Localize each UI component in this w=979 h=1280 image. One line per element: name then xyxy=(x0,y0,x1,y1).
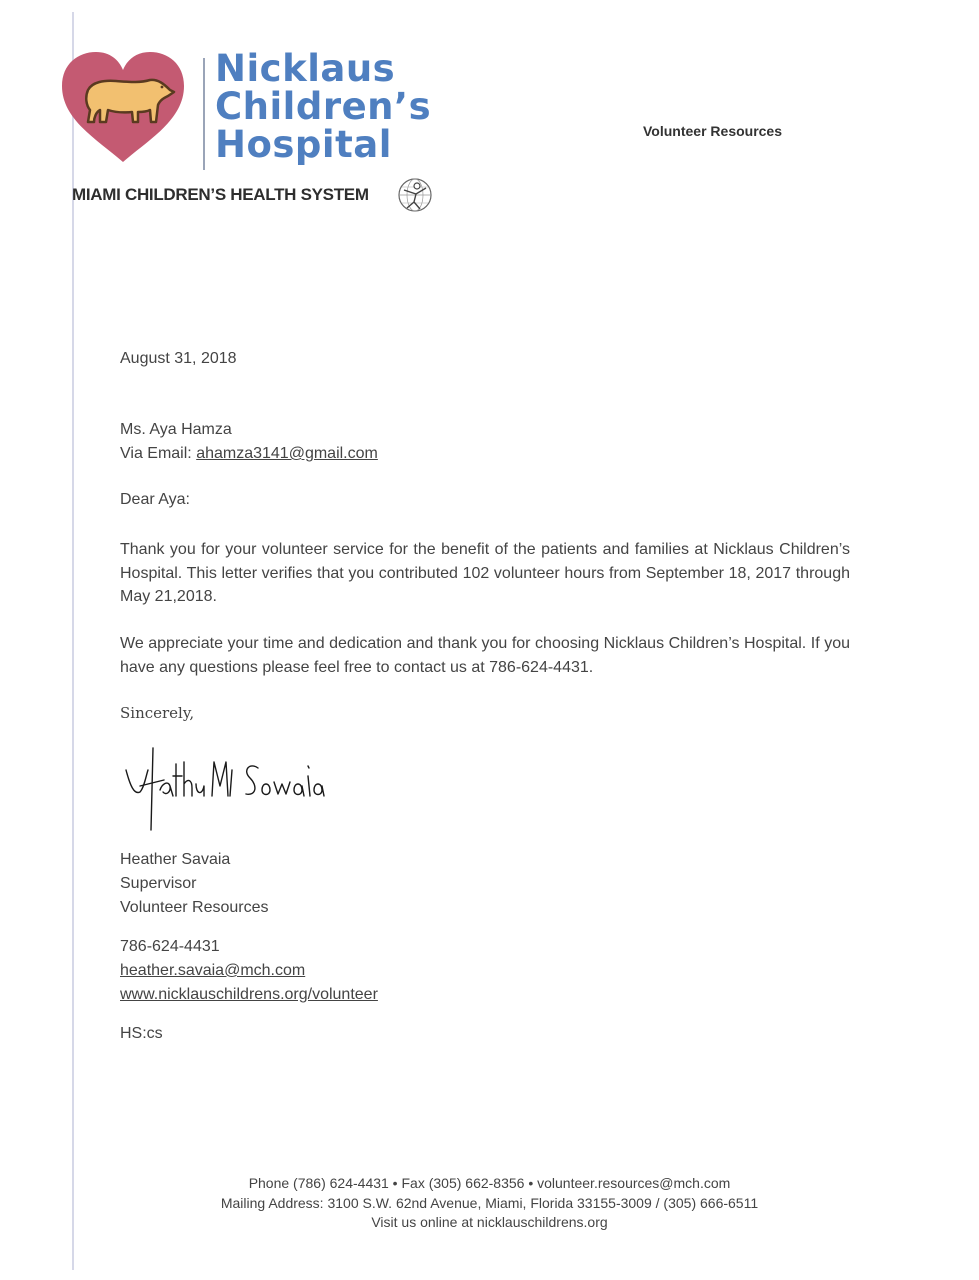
bear-eye xyxy=(161,86,164,89)
logo-divider xyxy=(203,58,205,170)
org-name xyxy=(215,47,432,166)
paragraph-2: We appreciate your time and dedication and thank you for choosing Nicklaus Children’s Hospital. If you have any questions please feel free to contact us at 786-624-4431. xyxy=(120,635,850,676)
signer-name: Heather Savaia xyxy=(120,851,231,868)
recipient-email-line xyxy=(120,445,378,463)
paragraph-1: Thank you for your volunteer service for the benefit of the patients and families at Nicklaus Children’s Hospital. This letter verifies that you contributed 102 volunteer hours from September 18, 2017 through May 21,2018. xyxy=(120,541,850,605)
footer-address-line: Mailing Address: 3100 S.W. 62nd Avenue, Miami, Florida 33155-3009 / (305) 666-6511 xyxy=(220,1194,759,1211)
globe-figure-icon xyxy=(396,176,434,214)
signer-department: Volunteer Resources xyxy=(120,899,269,916)
signer-email-link[interactable]: heather.savaia@mch.com xyxy=(120,962,306,979)
signer-title: Supervisor xyxy=(120,875,197,892)
signature xyxy=(118,740,338,835)
footer-website-line: Visit us online at nicklauschildrens.org xyxy=(371,1214,608,1230)
volunteer-website-link[interactable]: www.nicklauschildrens.org/volunteer xyxy=(120,986,378,1003)
letter-date: August 31, 2018 xyxy=(120,350,237,367)
heart-bear-logo-icon xyxy=(58,50,188,165)
department-header: Volunteer Resources xyxy=(643,123,783,139)
salutation: Dear Aya: xyxy=(120,491,190,508)
closing: Sincerely, xyxy=(120,704,195,722)
org-name-line-1: Nicklaus xyxy=(215,47,396,90)
org-name-line-3: Hospital xyxy=(215,123,392,166)
footer-contact-line: Phone (786) 624-4431 • Fax (305) 662-8356 • volunteer.resources@mch.com xyxy=(248,1175,731,1191)
recipient-email-link[interactable]: ahamza3141@gmail.com xyxy=(196,445,378,462)
via-email-label: Via Email: xyxy=(120,445,197,462)
signer-phone: 786-624-4431 xyxy=(120,938,220,955)
health-system-name: MIAMI CHILDREN’S HEALTH SYSTEM xyxy=(72,185,369,204)
initials: HS:cs xyxy=(120,1025,163,1042)
footer xyxy=(0,1174,979,1233)
org-name-line-2: Children’s xyxy=(215,85,432,128)
recipient-name: Ms. Aya Hamza xyxy=(120,421,232,438)
